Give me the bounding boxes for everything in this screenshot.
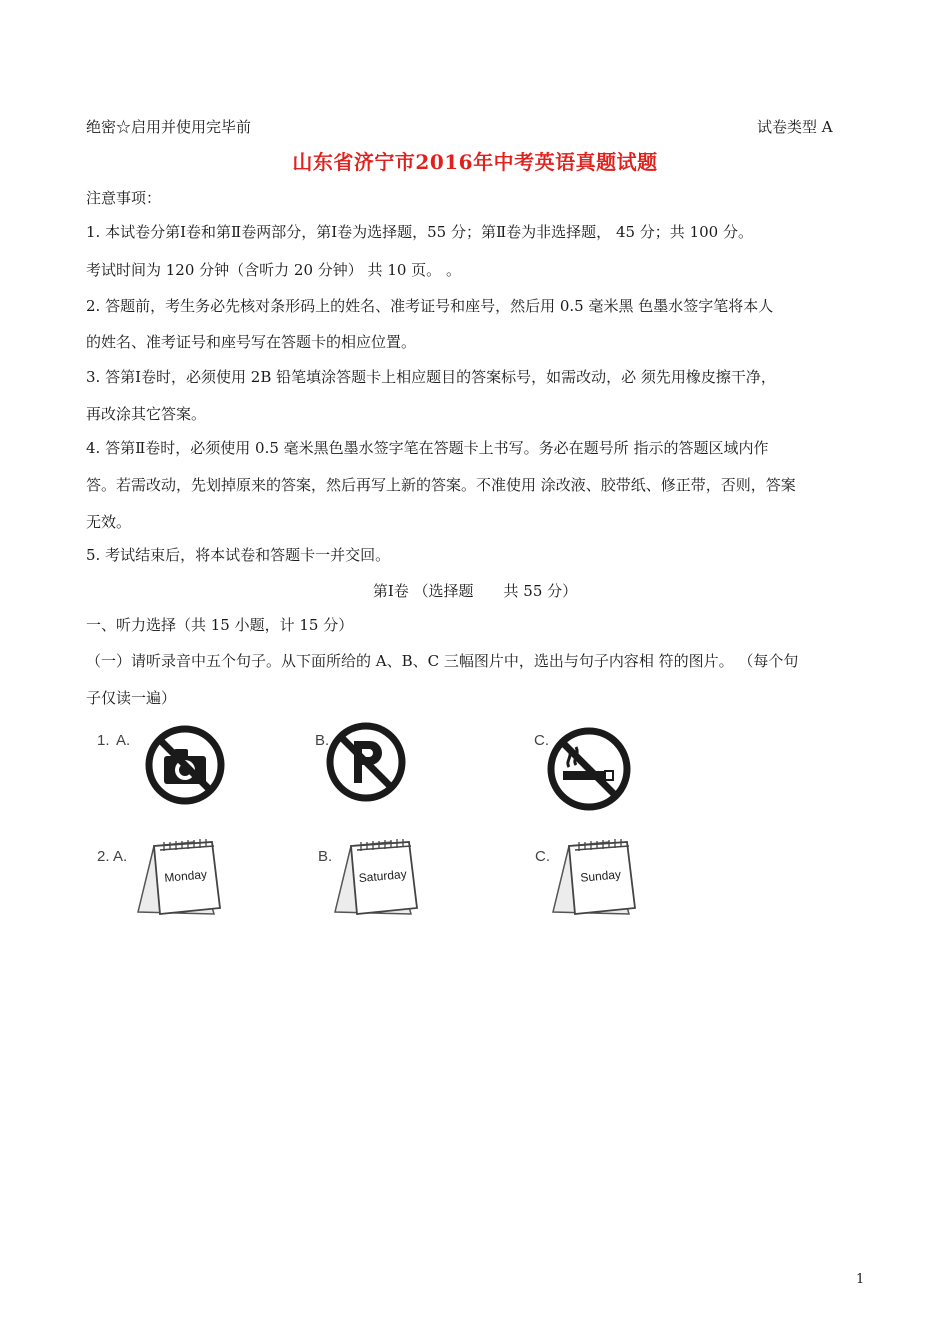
no-camera-icon xyxy=(144,724,226,810)
notice-line: 5. 考试结束后，将本试卷和答题卡一并交回。 xyxy=(86,546,391,564)
page-number: 1 xyxy=(856,1272,865,1287)
part-instruction: （一）请听录音中五个句子。从下面所给的 A、B、C 三幅图片中，选出与句子内容相 符的图片。 （每个句 xyxy=(86,652,799,670)
notice-line: 再改涂其它答案。 xyxy=(86,405,207,423)
calendar-icon xyxy=(331,836,423,924)
calendar-icon xyxy=(134,836,226,924)
notice-line: 考试时间为 120 分钟（含听力 20 分钟） 共 10 页。 。 xyxy=(86,261,461,279)
option-label: B. xyxy=(318,848,333,865)
notice-line: 4. 答第Ⅱ卷时，必须使用 0.5 毫米黑色墨水签字笔在答题卡上书写。务必在题号所 指示的答题区域内作 xyxy=(86,439,769,457)
question-number: 1. xyxy=(97,732,110,749)
part-instruction: 子仅读一遍） xyxy=(86,689,177,707)
part-heading: 一、听力选择（共 15 小题，计 15 分） xyxy=(86,616,354,634)
option-label: A. xyxy=(116,732,131,749)
option-label: A. xyxy=(113,848,128,865)
no-smoking-icon xyxy=(545,725,633,817)
section-title: 第Ⅰ卷 （选择题 共 55 分） xyxy=(372,582,578,600)
notice-heading: 注意事项： xyxy=(86,189,162,207)
notice-line: 2. 答题前，考生务必先核对条形码上的姓名、准考证号和座号，然后用 0.5 毫米黑 色墨水签字笔将本人 xyxy=(86,297,774,315)
calendar-day-text: Saturday xyxy=(358,866,408,886)
calendar-icon xyxy=(549,836,641,924)
calendar-day-text: Monday xyxy=(163,867,208,885)
notice-line: 3. 答第Ⅰ卷时，必须使用 2B 铅笔填涂答题卡上相应题目的答案标号，如需改动，必 须先用橡皮擦干净， xyxy=(86,368,776,386)
notice-line: 1. 本试卷分第Ⅰ卷和第Ⅱ卷两部分，第Ⅰ卷为选择题，55 分；第Ⅱ卷为非选择题， 45 分；共 100 分。 xyxy=(86,223,753,241)
page-title: 山东省济宁市2016年中考英语真题试题 xyxy=(292,150,658,174)
notice-line: 答。若需改动，先划掉原来的答案，然后再写上新的答案。不准使用 涂改液、胶带纸、修正带，否则，答案 xyxy=(86,476,796,494)
confidentiality-note: 绝密☆启用并使用完毕前 xyxy=(86,118,252,136)
notice-line: 无效。 xyxy=(86,513,132,531)
no-parking-icon xyxy=(325,721,407,807)
option-label: C. xyxy=(534,732,549,749)
option-label: B. xyxy=(315,732,330,749)
calendar-day-text: Sunday xyxy=(579,867,622,885)
option-label: C. xyxy=(535,848,550,865)
question-number: 2. xyxy=(97,848,110,865)
notice-line: 的姓名、准考证号和座号写在答题卡的相应位置。 xyxy=(86,333,417,351)
paper-type: 试卷类型 A xyxy=(757,118,833,136)
